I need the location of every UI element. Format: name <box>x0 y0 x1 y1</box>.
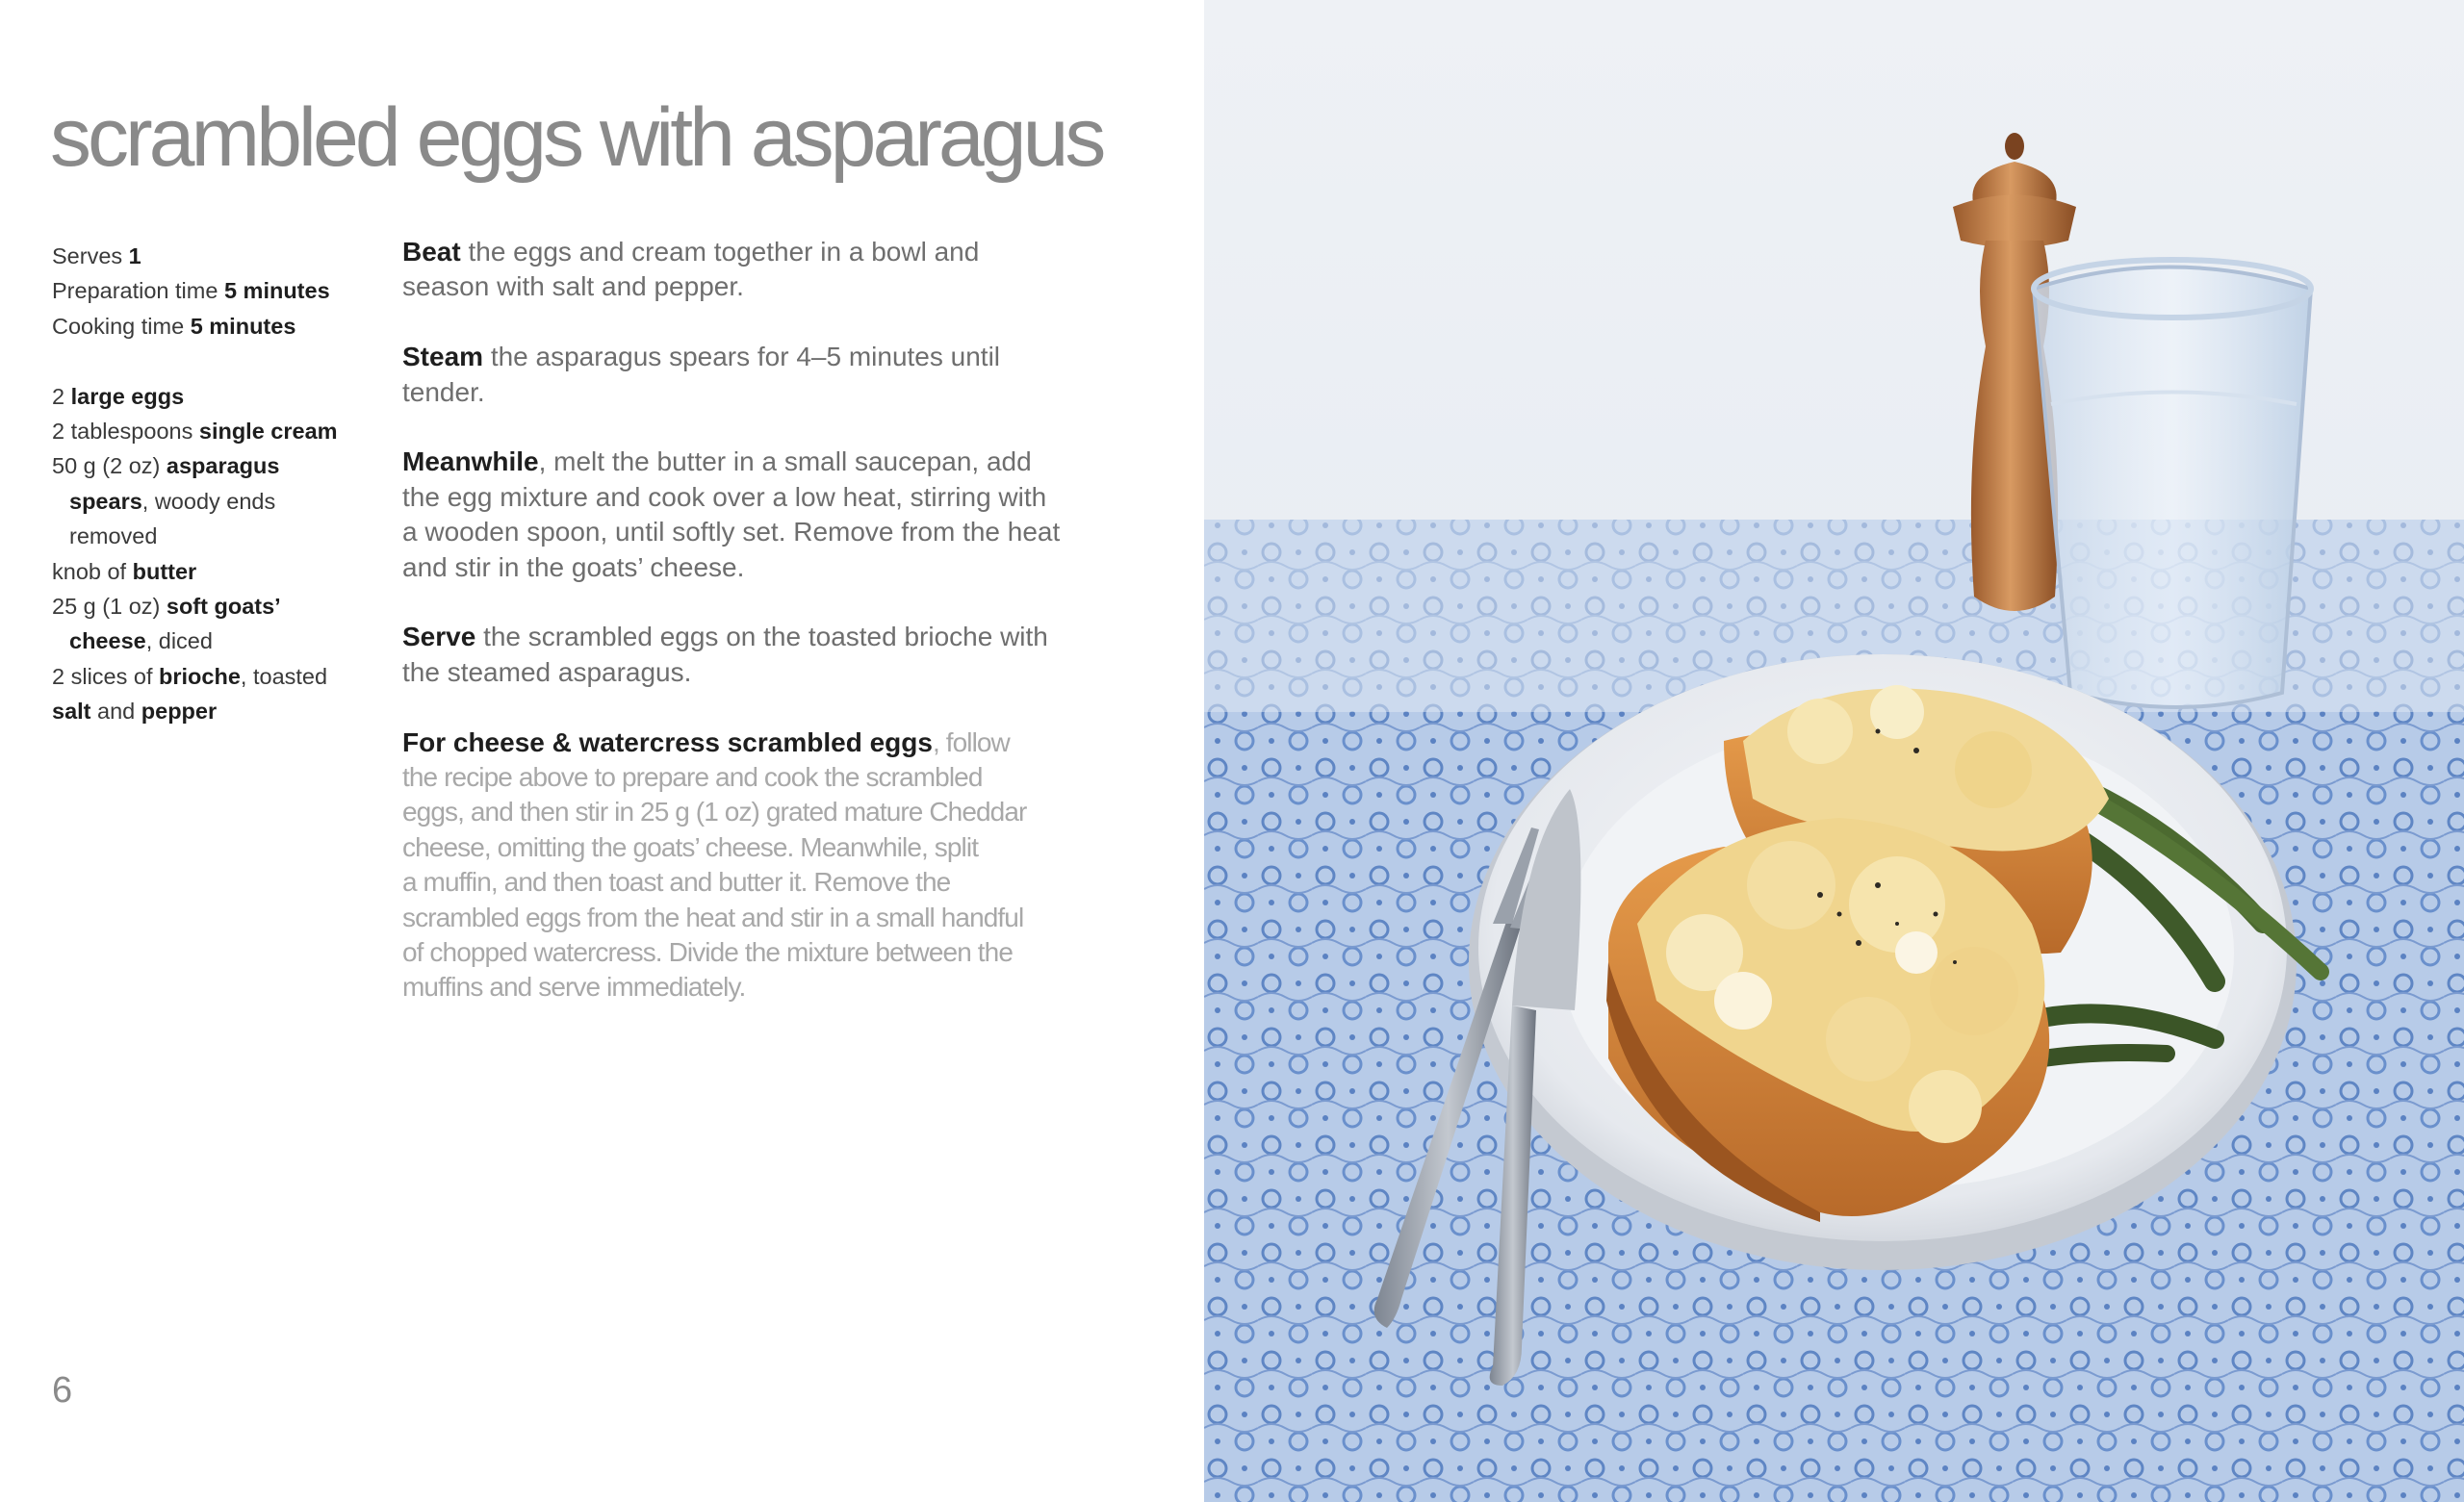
prep-value: 5 minutes <box>223 278 330 304</box>
step-text: , melt the butter in a small saucepan, add <box>538 446 1032 477</box>
step-text: the asparagus spears for 4–5 minutes until <box>483 342 1001 372</box>
recipe-info <box>52 239 370 729</box>
ingredient-note: , toasted <box>240 663 328 689</box>
variation-note <box>402 726 1076 1006</box>
variation-line: a muffin, and then toast and butter it. Remove the <box>402 867 951 898</box>
ingredient-cheese-cont <box>52 624 370 658</box>
recipe-page <box>0 0 1204 1502</box>
ingredient-seasoning <box>52 694 370 728</box>
variation-heading: For cheese & watercress scrambled eggs <box>402 726 933 757</box>
ingredient-name: brioche <box>159 663 241 689</box>
step-line: the egg mixture and cook over a low heat, stirring with <box>402 481 1047 512</box>
ingredient-name: large eggs <box>70 383 185 409</box>
ingredient-conjunction: and <box>97 699 136 725</box>
ingredient-note: , diced <box>145 628 213 654</box>
method-steps <box>402 235 1076 1040</box>
page-number: 6 <box>52 1370 73 1411</box>
ingredient-asparagus-cont <box>52 519 370 553</box>
step-line <box>402 445 1076 479</box>
step-line: the steamed asparagus. <box>402 656 692 687</box>
step-verb: Beat <box>402 237 461 267</box>
method-step <box>402 340 1076 410</box>
ingredient-qty: 2 <box>52 383 65 409</box>
ingredient-brioche <box>52 659 370 694</box>
ingredient-name: soft goats’ <box>166 594 281 620</box>
method-step <box>402 235 1076 305</box>
water-glass <box>2034 260 2311 707</box>
method-step <box>402 620 1076 690</box>
variation-line: of chopped watercress. Divide the mixture between the <box>402 937 1013 968</box>
step-line: season with salt and pepper. <box>402 271 744 302</box>
variation-line: the recipe above to prepare and cook the scrambled <box>402 762 983 793</box>
step-verb: Meanwhile <box>402 446 539 477</box>
serves-label: Serves <box>52 243 123 268</box>
ingredient-eggs <box>52 379 370 414</box>
step-verb: Steam <box>402 342 484 372</box>
ingredient-butter <box>52 554 370 589</box>
ingredient-cream <box>52 414 370 448</box>
cook-time-line <box>52 309 370 344</box>
method-step <box>402 445 1076 585</box>
step-line <box>402 235 1076 269</box>
spacer <box>52 344 370 378</box>
variation-line <box>402 726 1076 760</box>
variation-line: muffins and serve immediately. <box>402 972 746 1003</box>
ingredients-list <box>52 379 370 729</box>
ingredient-qty: 25 g (1 oz) <box>52 594 161 620</box>
prep-time-line <box>52 273 370 308</box>
ingredient-note: removed <box>69 523 158 549</box>
food-photo <box>1204 0 2464 1502</box>
step-line: a wooden spoon, until softly set. Remove from the heat <box>402 517 1061 547</box>
ingredient-name: cheese <box>69 628 146 654</box>
prep-label: Preparation time <box>52 278 218 304</box>
ingredient-asparagus-cont <box>52 484 370 519</box>
ingredient-name: salt <box>52 699 91 725</box>
ingredient-cheese <box>52 589 370 624</box>
cook-value: 5 minutes <box>190 313 296 339</box>
food-photo-illustration <box>1204 0 2464 1502</box>
ingredient-name: spears <box>69 488 142 514</box>
variation-line: cheese, omitting the goats’ cheese. Meanwhile, split <box>402 831 979 862</box>
ingredient-name: butter <box>132 558 197 584</box>
serves-line <box>52 239 370 273</box>
variation-line: eggs, and then stir in 25 g (1 oz) grated mature Cheddar <box>402 797 1027 827</box>
step-text: the eggs and cream together in a bowl and <box>460 237 980 267</box>
ingredient-qty: knob of <box>52 558 127 584</box>
serves-value: 1 <box>128 243 141 268</box>
step-line: and stir in the goats’ cheese. <box>402 551 745 582</box>
step-line: tender. <box>402 376 485 407</box>
cook-label: Cooking time <box>52 313 185 339</box>
step-verb: Serve <box>402 622 476 652</box>
variation-line: scrambled eggs from the heat and stir in a small handful <box>402 902 1024 932</box>
recipe-title: scrambled eggs with asparagus <box>50 91 1103 184</box>
ingredient-qty: 2 tablespoons <box>52 419 193 445</box>
ingredient-qty: 50 g (2 oz) <box>52 453 161 479</box>
step-line <box>402 340 1076 374</box>
ingredient-name: asparagus <box>166 453 280 479</box>
variation-text: , follow <box>932 726 1010 757</box>
ingredient-asparagus <box>52 448 370 483</box>
ingredient-name: single cream <box>198 419 338 445</box>
step-text: the scrambled eggs on the toasted brioche with <box>475 622 1048 652</box>
ingredient-qty: 2 slices of <box>52 663 153 689</box>
step-line <box>402 620 1076 654</box>
ingredient-name: pepper <box>141 699 218 725</box>
ingredient-note: , woody ends <box>141 488 276 514</box>
